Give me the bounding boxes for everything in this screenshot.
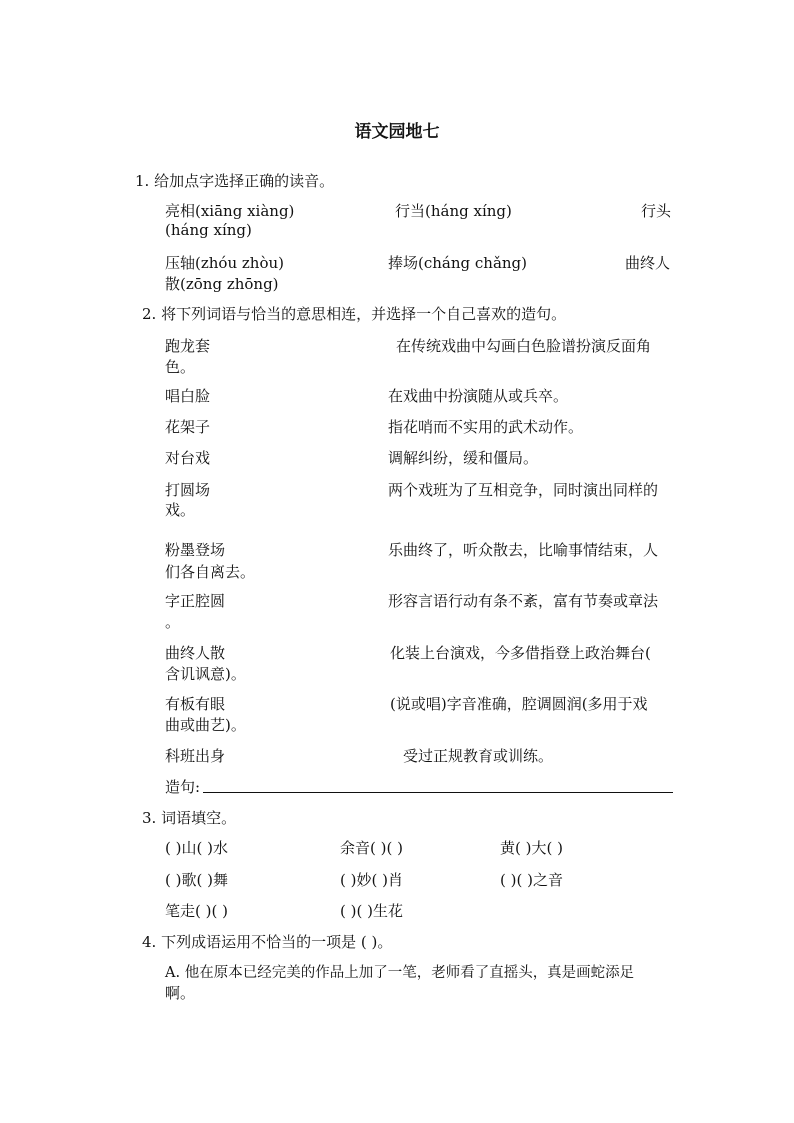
q1-item: (háng xíng) xyxy=(165,221,252,239)
q2-meaning: 两个戏班为了互相竞争，同时演出同样的 xyxy=(388,481,659,499)
q2-word: 字正腔圆 xyxy=(165,592,226,610)
q2-word: 唱白脸 xyxy=(165,387,211,405)
sentence-label: 造句: xyxy=(165,778,201,796)
q1-item: 压轴(zhóu zhòu) xyxy=(165,254,284,272)
q2-word: 曲终人散 xyxy=(165,644,226,662)
sentence-answer-line[interactable] xyxy=(203,792,673,793)
q2-meaning: (说或唱)字音准确，腔调圆润(多用于戏 xyxy=(390,695,648,713)
q2-meaning: 乐曲终了，听众散去，比喻事情结束，人 xyxy=(388,541,659,559)
q2-meaning-cont: 曲或曲艺)。 xyxy=(165,716,246,734)
q2-meaning: 形容言语行动有条不紊，富有节奏或章法 xyxy=(388,592,659,610)
question-1-label: 1. 给加点字选择正确的读音。 xyxy=(135,172,335,190)
q1-item: 捧场(cháng chǎng) xyxy=(388,254,528,272)
q2-word: 粉墨登场 xyxy=(165,541,226,559)
q4-option-a-cont: 啊。 xyxy=(165,984,196,1002)
q3-blank-item[interactable]: 黄( )大( ) xyxy=(500,839,563,857)
q2-meaning-cont: 含讥讽意)。 xyxy=(165,665,246,683)
q2-word: 跑龙套 xyxy=(165,337,211,355)
question-4-label: 4. 下列成语运用不恰当的一项是 ( )。 xyxy=(142,933,393,951)
q2-meaning: 在传统戏曲中勾画白色脸谱扮演反面角 xyxy=(396,337,652,355)
q4-option-a: A. 他在原本已经完美的作品上加了一笔，老师看了直摇头，真是画蛇添足 xyxy=(165,965,635,981)
q3-blank-item[interactable]: 笔走( )( ) xyxy=(165,902,228,920)
question-2-label: 2. 将下列词语与恰当的意思相连，并选择一个自己喜欢的造句。 xyxy=(142,305,567,323)
q1-item: 行头 xyxy=(641,202,672,220)
q2-word: 科班出身 xyxy=(165,747,226,765)
page-title: 语文园地七 xyxy=(354,122,440,142)
q2-meaning-cont: 。 xyxy=(165,613,181,631)
q2-meaning-cont: 戏。 xyxy=(165,501,196,519)
q2-word: 有板有眼 xyxy=(165,695,226,713)
q2-meaning: 受过正规教育或训练。 xyxy=(403,747,554,765)
q3-blank-item[interactable]: ( )( )之音 xyxy=(500,871,563,889)
q2-meaning-cont: 色。 xyxy=(165,358,196,376)
q1-item: 曲终人 xyxy=(625,254,671,272)
q3-blank-item[interactable]: 余音( )( ) xyxy=(340,839,403,857)
question-3-label: 3. 词语填空。 xyxy=(142,809,237,827)
q2-meaning: 在戏曲中扮演随从或兵卒。 xyxy=(388,387,569,405)
q1-item: 行当(háng xíng) xyxy=(395,202,512,220)
q2-meaning: 调解纠纷，缓和僵局。 xyxy=(388,449,539,467)
q2-meaning-cont: 们各自离去。 xyxy=(165,563,256,581)
q3-blank-item[interactable]: ( )山( )水 xyxy=(165,839,228,857)
q2-word: 对台戏 xyxy=(165,449,211,467)
q3-blank-item[interactable]: ( )妙( )肖 xyxy=(340,871,403,889)
q2-word: 花架子 xyxy=(165,418,211,436)
q3-blank-item[interactable]: ( )歌( )舞 xyxy=(165,871,228,889)
q1-item: 散(zōng zhōng) xyxy=(165,275,279,293)
q1-item: 亮相(xiāng xiàng) xyxy=(165,202,295,220)
q3-blank-item[interactable]: ( )( )生花 xyxy=(340,902,403,920)
q2-meaning: 指花哨而不实用的武术动作。 xyxy=(388,418,584,436)
q2-word: 打圆场 xyxy=(165,481,211,499)
q2-meaning: 化装上台演戏，今多借指登上政治舞台( xyxy=(390,644,651,662)
